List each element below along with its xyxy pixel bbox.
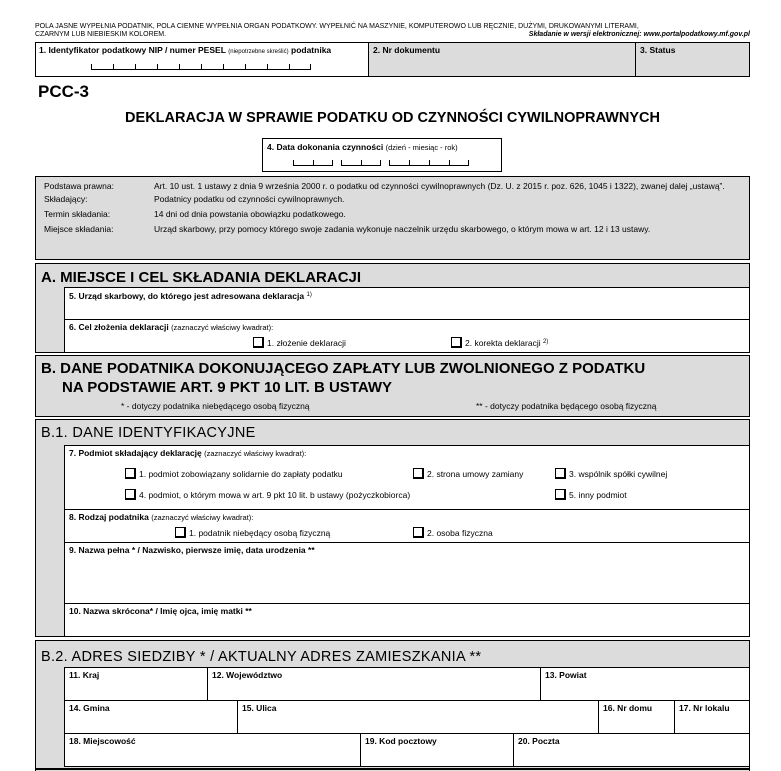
instruction-line-1: POLA JASNE WYPEŁNIA PODATNIK, POLA CIEMNE WYPEŁNIA ORGAN PODATKOWY. WYPEŁNIĆ NA MASZYNIE, KOMPUTEROWO LUB RĘCZNIE, DUŻYMI, DRUKOWANYMI LITERAMI, xyxy=(35,23,639,30)
field-19-label: 19. Kod pocztowy xyxy=(365,736,437,746)
field-11-country[interactable] xyxy=(64,667,208,701)
f7-option-4[interactable] xyxy=(125,489,410,500)
date-day-ticks xyxy=(293,161,333,166)
instruction-line-2: CZARNYM LUB NIEBIESKIM KOLOREM. xyxy=(35,31,167,38)
f8-option-2[interactable] xyxy=(413,527,493,538)
field-6-purpose xyxy=(64,319,750,353)
field-1-nip-pesel[interactable] xyxy=(35,42,369,77)
form-code: PCC-3 xyxy=(38,82,90,101)
field-19-postal-code[interactable] xyxy=(360,733,514,767)
field-4-note: (dzień - miesiąc - rok) xyxy=(385,143,458,152)
field-1-note: (niepotrzebne skreślić) xyxy=(228,49,289,55)
field-4-label: 4. Data dokonania czynności xyxy=(267,142,384,152)
electronic-filing-note: Składanie w wersji elektronicznej: www.portalpodatkowy.mf.gov.pl xyxy=(528,31,750,38)
field-14-label: 14. Gmina xyxy=(69,703,110,713)
checkbox-f6-2[interactable] xyxy=(451,337,462,348)
f7-option-2[interactable] xyxy=(413,468,523,479)
field-20-label: 20. Poczta xyxy=(518,736,560,746)
checkbox-f7-2[interactable] xyxy=(413,468,424,479)
place-label: Miejsce składania: xyxy=(44,224,114,234)
f7-option-1-label: 1. podmiot zobowiązany solidarnie do zapłaty podatku xyxy=(139,469,343,479)
field-15-street[interactable] xyxy=(237,700,599,734)
field-1-suffix: podatnika xyxy=(291,45,332,55)
field-5-tax-office[interactable] xyxy=(64,287,750,320)
field-10-short-name[interactable] xyxy=(64,603,750,637)
submitter-label: Składający: xyxy=(44,194,88,204)
legal-basis-label: Podstawa prawna: xyxy=(44,181,114,191)
bottom-edge-line xyxy=(35,768,750,770)
field-13-label: 13. Powiat xyxy=(545,670,587,680)
field-16-house-number[interactable] xyxy=(598,700,675,734)
checkbox-f8-2[interactable] xyxy=(413,527,424,538)
field-9-full-name[interactable] xyxy=(64,542,750,604)
field-17-apartment-number[interactable] xyxy=(674,700,750,734)
f6-option-2[interactable] xyxy=(451,337,548,348)
f7-option-5-label: 5. inny podmiot xyxy=(569,490,627,500)
field-20-post-office[interactable] xyxy=(513,733,750,767)
field-2-document-number xyxy=(368,42,636,77)
f7-option-3-label: 3. wspólnik spółki cywilnej xyxy=(569,469,668,479)
f7-option-3[interactable] xyxy=(555,468,667,479)
field-10-label: 10. Nazwa skrócona* / Imię ojca, imię matki ** xyxy=(69,606,252,616)
field-18-label: 18. Miejscowość xyxy=(69,736,136,746)
field-4-date[interactable] xyxy=(262,138,502,172)
field-5-footnote: 1) xyxy=(306,292,312,298)
f8-option-1-label: 1. podatnik niebędący osobą fizyczną xyxy=(189,528,331,538)
f8-option-1[interactable] xyxy=(175,527,330,538)
field-7-submitter-type xyxy=(64,445,750,510)
field-18-locality[interactable] xyxy=(64,733,361,767)
f7-option-2-label: 2. strona umowy zamiany xyxy=(427,469,524,479)
section-b xyxy=(35,355,750,417)
f7-option-5[interactable] xyxy=(555,489,627,500)
f8-option-2-label: 2. osoba fizyczna xyxy=(427,528,493,538)
deadline-label: Termin składania: xyxy=(44,209,111,219)
place-text: Urząd skarbowy, przy pomocy którego swoje zadania wykonuje naczelnik urzędu skarbowego, o którym mowa w art. 12 i 13 ustawy. xyxy=(154,224,651,234)
section-b2-heading: B.2. ADRES SIEDZIBY * / AKTUALNY ADRES ZAMIESZKANIA ** xyxy=(41,649,482,665)
field-11-label: 11. Kraj xyxy=(69,670,100,680)
checkbox-f6-1[interactable] xyxy=(253,337,264,348)
f6-option-1-label: 1. złożenie deklaracji xyxy=(267,338,346,348)
field-6-label: 6. Cel złożenia deklaracji xyxy=(69,322,169,332)
f6-option-2-label: 2. korekta deklaracji xyxy=(465,338,541,348)
submitter-text: Podatnicy podatku od czynności cywilnoprawnych. xyxy=(154,194,345,204)
checkbox-f8-1[interactable] xyxy=(175,527,186,538)
section-b-note-2: ** - dotyczy podatnika będącego osobą fizyczną xyxy=(476,401,657,411)
checkbox-f7-5[interactable] xyxy=(555,489,566,500)
checkbox-f7-1[interactable] xyxy=(125,468,136,479)
f6-option-2-footnote: 2) xyxy=(542,339,549,345)
field-17-label: 17. Nr lokalu xyxy=(679,703,730,713)
field-3-label: 3. Status xyxy=(640,45,676,55)
field-14-municipality[interactable] xyxy=(64,700,238,734)
field-1-ticks xyxy=(91,65,311,70)
field-6-note: (zaznaczyć właściwy kwadrat): xyxy=(171,323,274,332)
field-2-label: 2. Nr dokumentu xyxy=(373,45,441,55)
field-9-label: 9. Nazwa pełna * / Nazwisko, pierwsze imię, data urodzenia ** xyxy=(69,545,315,555)
field-15-label: 15. Ulica xyxy=(242,703,277,713)
deadline-text: 14 dni od dnia powstania obowiązku podatkowego. xyxy=(154,209,346,219)
section-b-note-1: * - dotyczy podatnika niebędącego osobą fizyczną xyxy=(121,401,310,411)
field-8-label: 8. Rodzaj podatnika xyxy=(69,512,149,522)
section-b-heading-1: B. DANE PODATNIKA DOKONUJĄCEGO ZAPŁATY LUB ZWOLNIONEGO Z PODATKU xyxy=(41,360,646,377)
legal-basis-text: Art. 10 ust. 1 ustawy z dnia 9 września 2000 r. o podatku od czynności cywilnoprawnych (Dz. U. z 2015 r. poz. 626, 1045 i 1322), zwanej dalej „ustawą”. xyxy=(154,181,725,191)
f6-option-1[interactable] xyxy=(253,337,346,348)
field-8-note: (zaznaczyć właściwy kwadrat): xyxy=(151,513,254,522)
checkbox-f7-3[interactable] xyxy=(555,468,566,479)
section-b1-heading: B.1. DANE IDENTYFIKACYJNE xyxy=(41,425,256,441)
field-16-label: 16. Nr domu xyxy=(603,703,653,713)
f7-option-1[interactable] xyxy=(125,468,343,479)
legal-info-block xyxy=(35,176,750,260)
date-month-ticks xyxy=(341,161,381,166)
field-12-label: 12. Województwo xyxy=(212,670,283,680)
section-b-heading-2: NA PODSTAWIE ART. 9 PKT 10 LIT. B USTAWY xyxy=(62,379,393,396)
checkbox-f7-4[interactable] xyxy=(125,489,136,500)
field-7-label: 7. Podmiot składający deklarację xyxy=(69,448,202,458)
field-8-taxpayer-type xyxy=(64,509,750,543)
field-5-label: 5. Urząd skarbowy, do którego jest adresowana deklaracja xyxy=(69,291,305,301)
instruction-text xyxy=(35,23,750,39)
f7-option-4-label: 4. podmiot, o którym mowa w art. 9 pkt 10 lit. b ustawy (pożyczkobiorca) xyxy=(139,490,411,500)
section-a-heading: A. MIEJSCE I CEL SKŁADANIA DEKLARACJI xyxy=(41,269,362,286)
field-7-note: (zaznaczyć właściwy kwadrat): xyxy=(204,449,307,458)
field-12-voivodeship[interactable] xyxy=(207,667,541,701)
field-1-label: 1. Identyfikator podatkowy NIP / numer PESEL xyxy=(39,45,226,55)
field-13-county[interactable] xyxy=(540,667,750,701)
date-year-ticks xyxy=(389,161,469,166)
form-title: DEKLARACJA W SPRAWIE PODATKU OD CZYNNOŚCI CYWILNOPRAWNYCH xyxy=(125,110,660,126)
field-3-status xyxy=(635,42,750,77)
